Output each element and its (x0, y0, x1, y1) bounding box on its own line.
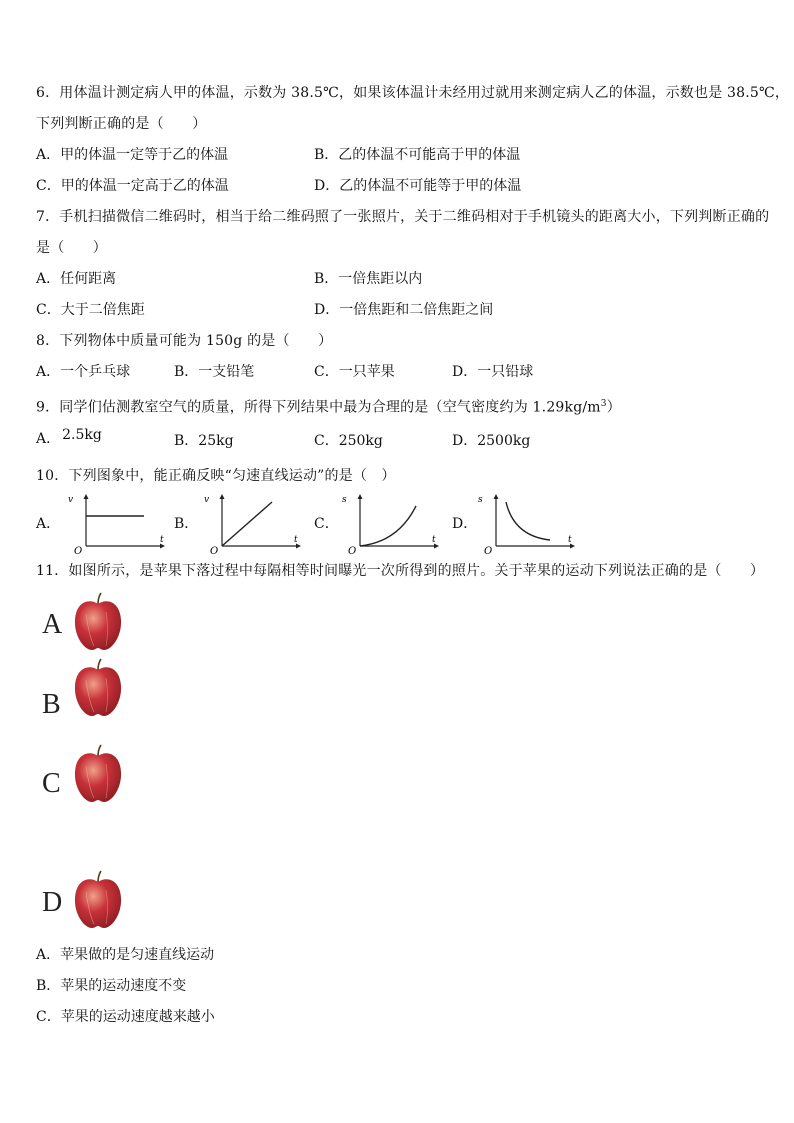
q11-stem: 11．如图所示，是苹果下落过程中每隔相等时间曝光一次所得到的照片。关于苹果的运动下列说法正确的是（ ） (36, 563, 765, 579)
q10-option-a-label: A． (36, 516, 61, 532)
q10-option-b-label: B． (174, 516, 199, 532)
q8-stem: 8．下列物体中质量可能为 150g 的是（ ） (36, 333, 333, 349)
q9-stem-main: 9．同学们估测教室空气的质量，所得下列结果中最为合理的是（空气密度约为 1.29kg/m (36, 399, 601, 416)
q6-option-c: C．甲的体温一定高于乙的体温 (36, 178, 229, 194)
q10-graph-c-origin: O (348, 546, 357, 556)
q7-option-c: C．大于二倍焦距 (36, 302, 145, 318)
q6-stem-line1: 6．用体温计测定病人甲的体温，示数为 38.5℃，如果该体温计未经用过就用来测定病人乙的体温，示数也是 38.5℃， (36, 85, 790, 101)
apple-image-b (72, 658, 124, 718)
q9-stem (36, 395, 621, 417)
q10-graph-b-y-label: v (204, 495, 210, 505)
q10-option-c-label: C． (314, 516, 339, 532)
q10-graph-d-x-label: t (568, 535, 572, 545)
q10-graph-b-x-label: t (294, 535, 298, 545)
q11-option-c: C．苹果的运动速度越来越小 (36, 1009, 215, 1025)
q10-graph-b-origin: O (210, 546, 219, 556)
q9-option-c: C．250kg (314, 433, 383, 449)
q10-graph-a-y-label: v (68, 495, 74, 505)
q11-figure-label-a: A (42, 609, 63, 640)
q10-graph-a-x-label: t (160, 535, 164, 545)
q11-figure-label-b: B (42, 689, 61, 720)
q7-option-d: D．一倍焦距和二倍焦距之间 (314, 302, 494, 318)
q9-option-a-prefix: A． (36, 431, 61, 447)
q10-stem: 10．下列图象中，能正确反映“匀速直线运动”的是（ ） (36, 468, 396, 484)
apple-image-a (72, 592, 124, 652)
apple-image-d (72, 870, 124, 930)
q10-graph-d-y-label: s (478, 495, 483, 505)
q6-option-d: D．乙的体温不可能等于甲的体温 (314, 178, 522, 194)
q10-graph-a (64, 492, 166, 556)
q10-option-d-label: D． (452, 516, 478, 532)
q7-option-b: B．一倍焦距以内 (314, 271, 423, 287)
q8-option-c: C．一只苹果 (314, 364, 395, 380)
q11-option-a: A．苹果做的是匀速直线运动 (36, 947, 215, 963)
q8-option-d: D．一只铅球 (452, 364, 534, 380)
q9-option-a-value: 2.5kg (62, 427, 102, 443)
q8-option-b: B．一支铅笔 (174, 364, 255, 380)
q10-graph-b-curve (222, 502, 272, 546)
q10-graph-c-y-label: s (342, 495, 347, 505)
q6-option-a: A．甲的体温一定等于乙的体温 (36, 147, 229, 163)
q10-graph-c-curve (360, 506, 416, 546)
q11-figure-label-c: C (42, 768, 61, 799)
q9-stem-end: ） (606, 399, 621, 416)
q10-graph-c (338, 492, 440, 556)
q7-stem-line2: 是（ ） (36, 240, 107, 256)
q10-graph-b (200, 492, 302, 556)
q9-stem-superscript: 3 (600, 399, 607, 409)
q11-option-b: B．苹果的运动速度不变 (36, 978, 187, 994)
q8-option-a: A．一个乒乓球 (36, 364, 131, 380)
q6-stem-line2: 下列判断正确的是（ ） (36, 116, 207, 132)
q10-graph-a-origin: O (74, 546, 83, 556)
q10-graph-d-origin: O (484, 546, 493, 556)
q10-graph-c-x-label: t (432, 535, 436, 545)
q6-option-b: B．乙的体温不可能高于甲的体温 (314, 147, 521, 163)
q11-figure-label-d: D (42, 887, 63, 918)
q9-option-a (36, 427, 102, 448)
apple-image-c (72, 744, 124, 804)
q7-stem-line1: 7．手机扫描微信二维码时，相当于给二维码照了一张照片，关于二维码相对于手机镜头的距离大小，下列判断正确的 (36, 209, 770, 225)
q9-option-b: B．25kg (174, 433, 234, 449)
q7-option-a: A．任何距离 (36, 271, 117, 287)
q10-graph-d (474, 492, 576, 556)
q9-option-d: D．2500kg (452, 433, 531, 449)
q10-graph-d-curve (506, 502, 550, 540)
